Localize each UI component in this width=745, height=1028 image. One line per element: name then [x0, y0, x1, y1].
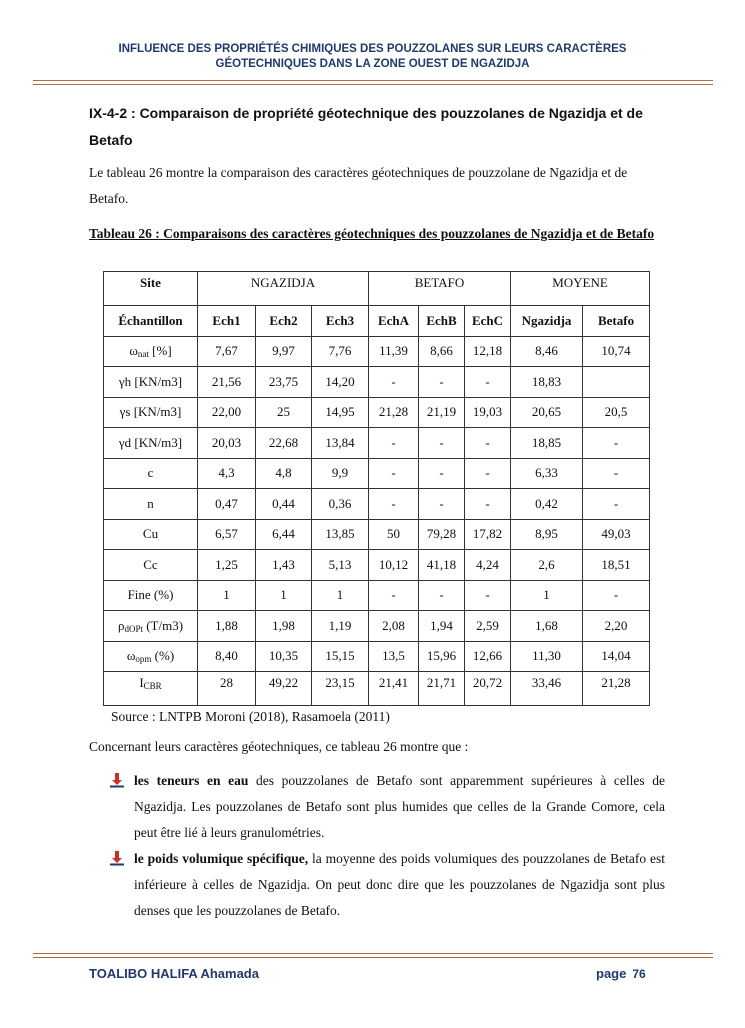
header-line-1: INFLUENCE DES PROPRIÉTÉS CHIMIQUES DES POUZZOLANES SUR LEURS CARACTÈRES — [118, 43, 627, 55]
table-row — [104, 489, 650, 520]
column-header: EchA — [369, 306, 419, 337]
table-cell: - — [465, 489, 511, 520]
row-label: Cc — [143, 556, 158, 572]
table-cell: 4,3 — [198, 458, 256, 489]
table-cell: - — [583, 580, 650, 611]
page-number: 76 — [632, 967, 646, 981]
column-header: EchC — [465, 306, 511, 337]
table-cell: 21,28 — [583, 672, 650, 706]
row-label-unit: (%) — [151, 648, 175, 664]
conclusion-intro: Concernant leurs caractères géotechniques, ce tableau 26 montre que : — [89, 739, 469, 754]
table-row — [104, 397, 650, 428]
table-row — [104, 550, 650, 581]
table-cell: 25 — [256, 397, 312, 428]
bullet-bold-lead: le poids volumique spécifique, — [134, 851, 309, 866]
row-label: γs [KN/m3] — [119, 404, 182, 420]
table-cell: 4,24 — [465, 550, 511, 581]
row-label-subscript: CBR — [143, 681, 162, 691]
table-cell: 13,5 — [369, 641, 419, 672]
comparison-table — [103, 271, 650, 706]
table-cell: 1,43 — [256, 550, 312, 581]
row-label-cell — [104, 519, 198, 550]
row-label-cell — [104, 611, 198, 642]
table-cell: 2,08 — [369, 611, 419, 642]
table-cell: - — [465, 367, 511, 398]
table-cell: 13,85 — [312, 519, 369, 550]
row-label: γh [KN/m3] — [118, 373, 183, 389]
column-header: Échantillon — [104, 306, 198, 337]
table-row — [104, 672, 650, 706]
conclusion-bullets — [110, 768, 665, 924]
table-cell: 20,03 — [198, 428, 256, 459]
table-row — [104, 611, 650, 642]
table-cell: 14,04 — [583, 641, 650, 672]
column-header: Betafo — [583, 306, 650, 337]
table-row — [104, 336, 650, 367]
table-row — [104, 458, 650, 489]
list-item — [110, 846, 665, 924]
arrow-bullet-icon — [110, 851, 124, 866]
table-cell: - — [583, 458, 650, 489]
table-cell: 2,20 — [583, 611, 650, 642]
table-cell: - — [369, 428, 419, 459]
table-cell: 21,28 — [369, 397, 419, 428]
column-header: Ngazidja — [511, 306, 583, 337]
header-rule-thin — [33, 84, 713, 85]
column-header: Ech3 — [312, 306, 369, 337]
table-cell: 20,72 — [465, 672, 511, 706]
row-label: ω — [126, 648, 136, 664]
row-label: γd [KN/m3] — [118, 434, 183, 450]
row-label-subscript: dOPt — [124, 623, 143, 634]
table-cell: - — [465, 580, 511, 611]
row-label: ρ — [117, 617, 125, 633]
table-cell: 1,19 — [312, 611, 369, 642]
table-cell: 9,97 — [256, 336, 312, 367]
betafo-group-header: BETAFO — [369, 272, 511, 306]
table-cell: 50 — [369, 519, 419, 550]
table-cell: 0,36 — [312, 489, 369, 520]
table-cell: 49,03 — [583, 519, 650, 550]
row-label-cell — [104, 336, 198, 367]
table-cell — [583, 367, 650, 398]
table-cell: - — [369, 458, 419, 489]
table-cell: 6,57 — [198, 519, 256, 550]
table-group-row — [104, 272, 650, 306]
table-source: Source : LNTPB Moroni (2018), Rasamoela (2011) — [111, 709, 390, 724]
table-cell: 6,44 — [256, 519, 312, 550]
table-cell: - — [419, 489, 465, 520]
table-cell: 2,59 — [465, 611, 511, 642]
bullet-bold-lead: les teneurs en eau — [134, 773, 249, 788]
table-cell: 33,46 — [511, 672, 583, 706]
table-cell: - — [419, 428, 465, 459]
table-cell: 14,20 — [312, 367, 369, 398]
table-cell: 6,33 — [511, 458, 583, 489]
table-cell: 8,40 — [198, 641, 256, 672]
table-cell: 7,76 — [312, 336, 369, 367]
row-label-cell — [104, 550, 198, 581]
page-label: page — [596, 966, 627, 981]
table-cell: 9,9 — [312, 458, 369, 489]
footer-author: TOALIBO HALIFA Ahamada — [89, 966, 259, 981]
table-row — [104, 428, 650, 459]
table-cell: 0,47 — [198, 489, 256, 520]
table-caption: Tableau 26 : Comparaisons des caractères géotechniques des pouzzolanes de Ngazidja et de Betafo — [89, 226, 655, 241]
footer-page — [596, 966, 646, 981]
table-cell: 1,94 — [419, 611, 465, 642]
row-label-cell — [104, 672, 198, 706]
intro-paragraph: Le tableau 26 montre la comparaison des caractères géotechniques de pouzzolane de Ngazidja et de Betafo. — [89, 165, 628, 206]
table-cell: 0,42 — [511, 489, 583, 520]
table-cell: 1,25 — [198, 550, 256, 581]
table-cell: 0,44 — [256, 489, 312, 520]
table-cell: 7,67 — [198, 336, 256, 367]
section-title: IX-4-2 : Comparaison de propriété géotechnique des pouzzolanes de Ngazidja et de Betafo — [89, 105, 643, 148]
row-label-cell — [104, 428, 198, 459]
table-cell: 10,35 — [256, 641, 312, 672]
table-cell: 1 — [256, 580, 312, 611]
running-header — [60, 42, 685, 72]
table-header-row — [104, 306, 650, 337]
column-header: Ech1 — [198, 306, 256, 337]
row-label-cell — [104, 458, 198, 489]
table-row — [104, 580, 650, 611]
table-cell: 1 — [198, 580, 256, 611]
table-cell: 23,75 — [256, 367, 312, 398]
column-header: Ech2 — [256, 306, 312, 337]
table-cell: 12,18 — [465, 336, 511, 367]
table-cell: 18,85 — [511, 428, 583, 459]
row-label-cell — [104, 580, 198, 611]
table-cell: 14,95 — [312, 397, 369, 428]
row-label: Cu — [142, 526, 159, 542]
table-cell: - — [583, 428, 650, 459]
table-cell: - — [583, 489, 650, 520]
table-cell: 15,96 — [419, 641, 465, 672]
table-cell: 10,74 — [583, 336, 650, 367]
row-label-cell — [104, 641, 198, 672]
table-row — [104, 641, 650, 672]
table-row — [104, 519, 650, 550]
table-cell: 28 — [198, 672, 256, 706]
header-rule-thick — [33, 80, 713, 81]
list-item — [110, 768, 665, 846]
table-cell: 8,46 — [511, 336, 583, 367]
table-cell: - — [465, 428, 511, 459]
row-label-subscript: opm — [135, 654, 152, 665]
table-cell: 11,39 — [369, 336, 419, 367]
row-label-cell — [104, 367, 198, 398]
table-cell: 1,68 — [511, 611, 583, 642]
table-cell: 22,68 — [256, 428, 312, 459]
table-cell: 15,15 — [312, 641, 369, 672]
table-cell: - — [419, 580, 465, 611]
table-cell: 21,56 — [198, 367, 256, 398]
table-cell: 22,00 — [198, 397, 256, 428]
row-label: c — [147, 465, 154, 481]
moyene-group-header: MOYENE — [511, 272, 650, 306]
bullet-text: des pouzzolanes de Betafo sont apparemment supérieures à celles de Ngazidja. Les pouzzolanes de Betafo sont plus humides que celles de la Grande Comore, cela peut être lié à leurs granulométries. — [134, 773, 665, 840]
row-label-unit: [%] — [148, 343, 172, 359]
row-label: n — [147, 495, 154, 511]
table-cell: 20,5 — [583, 397, 650, 428]
table-cell: 13,84 — [312, 428, 369, 459]
table-cell: 20,65 — [511, 397, 583, 428]
row-label: I — [139, 675, 144, 690]
table-cell: 19,03 — [465, 397, 511, 428]
row-label-cell — [104, 397, 198, 428]
header-line-2: GÉOTECHNIQUES DANS LA ZONE OUEST DE NGAZIDJA — [215, 58, 530, 70]
table-cell: 79,28 — [419, 519, 465, 550]
footer-rule-thin — [33, 957, 713, 958]
table-cell: - — [369, 580, 419, 611]
table-cell: 49,22 — [256, 672, 312, 706]
table-cell: 17,82 — [465, 519, 511, 550]
table-cell: 10,12 — [369, 550, 419, 581]
table-cell: 21,71 — [419, 672, 465, 706]
arrow-bullet-icon — [110, 773, 124, 788]
table-cell: 11,30 — [511, 641, 583, 672]
table-cell: 1,98 — [256, 611, 312, 642]
table-cell: - — [369, 367, 419, 398]
row-label-unit: (T/m3) — [142, 617, 184, 633]
table-cell: 8,95 — [511, 519, 583, 550]
table-cell: - — [419, 367, 465, 398]
row-label: ω — [129, 343, 138, 359]
ngazidja-group-header: NGAZIDJA — [198, 272, 369, 306]
row-label-cell — [104, 489, 198, 520]
row-label-subscript: nat — [137, 349, 149, 360]
table-cell: - — [369, 489, 419, 520]
bullet-text: la moyenne des poids volumiques des pouzzolanes de Betafo est inférieure à celles de Ngazidja. On peut donc dire que les pouzzolanes de Ngazidja sont plus denses que les pouzzolanes de Betafo. — [134, 851, 666, 918]
table-cell: 2,6 — [511, 550, 583, 581]
table-cell: 5,13 — [312, 550, 369, 581]
table-cell: 12,66 — [465, 641, 511, 672]
table-cell: 41,18 — [419, 550, 465, 581]
footer-rule-thick — [33, 953, 713, 954]
table-cell: 8,66 — [419, 336, 465, 367]
table-cell: 18,51 — [583, 550, 650, 581]
table-cell: - — [419, 458, 465, 489]
site-header-cell: Site — [104, 272, 198, 306]
table-cell: 1 — [312, 580, 369, 611]
table-cell: 23,15 — [312, 672, 369, 706]
table-cell: 1,88 — [198, 611, 256, 642]
column-header: EchB — [419, 306, 465, 337]
table-cell: 21,41 — [369, 672, 419, 706]
table-cell: 21,19 — [419, 397, 465, 428]
table-row — [104, 367, 650, 398]
table-cell: 18,83 — [511, 367, 583, 398]
row-label: Fine (%) — [127, 587, 174, 603]
table-cell: 1 — [511, 580, 583, 611]
table-cell: 4,8 — [256, 458, 312, 489]
table-cell: - — [465, 458, 511, 489]
